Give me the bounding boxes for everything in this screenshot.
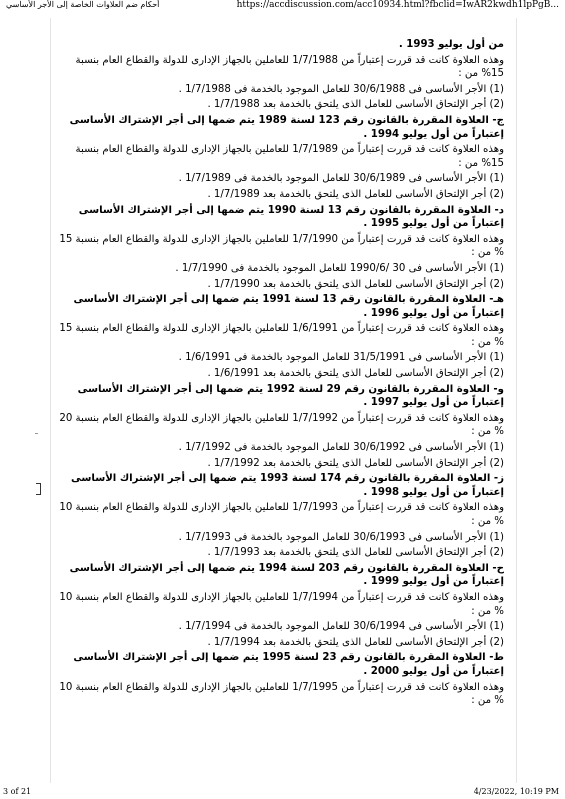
paragraph-line: وهذه العلاوة كانت قد قررت إعتباراً من 1/7/1993 للعاملين بالجهاز الإدارى للدولة والقطاع العام بنسبة 10 % من : xyxy=(59,502,504,527)
section-heading: د- العلاوة المقررة بالقانون رقم 13 لسنة 1990 يتم ضمها إلى أجر الإشتراك الأساسى إعتباراً من أول يوليو 1995 . xyxy=(78,204,504,230)
paragraph-line: وهذه العلاوة كانت قد قررت إعتباراً من 1/7/1990 للعاملين بالجهاز الإدارى للدولة والقطاع العام بنسبة 15 % من : xyxy=(59,233,504,259)
section-heading: ح- العلاوة المقررة بالقانون رقم 203 لسنة 1994 يتم ضمها إلى أجر الإشتراك الأساسى إعتباراً من أول يوليو 1999 . xyxy=(69,562,504,588)
page-number: 3 of 21 xyxy=(3,787,32,796)
paragraph-line: (1) الأجر الأساسى فى 30/6/1988 للعامل الموجود بالخدمة فى 1/7/1988 . xyxy=(178,83,504,95)
paragraph-line: (2) أجر الإلتحاق الأساسى للعامل الذى يلتحق بالخدمة بعد 1/6/1991 . xyxy=(207,368,504,380)
section-heading: ز- العلاوة المقررة بالقانون رقم 174 لسنة 1993 يتم ضمها إلى أجر الإشتراك الأساسى إعتباراً من أول يوليو 1998 . xyxy=(71,473,504,498)
paragraph-line: وهذه العلاوة كانت قد قررت إعتباراً من 1/7/1989 للعاملين بالجهاز الإدارى للدولة والقطاع العام بنسبة 15% من : xyxy=(75,144,504,169)
scroll-marker xyxy=(35,433,38,434)
paragraph-line: (2) أجر الإلتحاق الأساسى للعامل الذى يلتحق بالخدمة بعد 1/7/1993 . xyxy=(207,547,504,559)
print-datetime: 4/23/2022, 10:19 PM xyxy=(473,787,559,796)
paragraph-line: (1) الأجر الأساسى فى 31/5/1991 للعامل الموجود بالخدمة فى 1/6/1991 . xyxy=(178,352,504,364)
paragraph-line: (1) الأجر الأساسى فى 30 /1990/6 للعامل الموجود بالخدمة فى 1/7/1990 . xyxy=(175,262,504,274)
paragraph-line: وهذه العلاوة كانت قد قررت إعتباراً من 1/7/1995 للعاملين بالجهاز الإدارى للدولة والقطاع العام بنسبة 10 % من : xyxy=(59,681,504,707)
document-body xyxy=(57,38,504,710)
page-header-url[interactable]: https://accdiscussion.com/acc10934.html?fbclid=IwAR2kwdh1lpPgB... xyxy=(236,0,559,10)
paragraph-line: (2) أجر الإلتحاق الأساسى للعامل الذى يلتحق بالخدمة بعد 1/7/1994 . xyxy=(207,636,504,648)
paragraph-line: وهذه العلاوة كانت قد قررت إعتباراً من 1/6/1991 للعاملين بالجهاز الإدارى للدولة والقطاع العام بنسبة 15 % من : xyxy=(59,323,504,348)
section-heading: هـ- العلاوة المقررة بالقانون رقم 13 لسنة 1991 يتم ضمها إلى أجر الإشتراك الأساسى إعتباراً من أول يوليو 1996 . xyxy=(73,294,504,319)
section-heading: ط- العلاوة المقررة بالقانون رقم 23 لسنة 1995 يتم ضمها إلى أجر الإشتراك الأساسى إعتباراً من أول يوليو 2000 . xyxy=(73,652,504,677)
section-heading: ج- العلاوة المقررة بالقانون رقم 123 لسنة 1989 يتم ضمها إلى أجر الإشتراك الأساسى إعتباراً من أول يوليو 1994 . xyxy=(69,114,504,140)
scroll-handle[interactable] xyxy=(36,483,41,495)
section-heading: و- العلاوة المقررة بالقانون رقم 29 لسنة 1992 يتم ضمها إلى أجر الإشتراك الأساسى إعتباراً من أول يوليو 1997 . xyxy=(77,383,504,409)
paragraph-line: (2) أجر الإلتحاق الأساسى للعامل الذى يلتحق بالخدمة بعد 1/7/1988 . xyxy=(207,99,504,111)
paragraph-line: (2) أجر الإلتحاق الأساسى للعامل الذى يلتحق بالخدمة بعد 1/7/1992 . xyxy=(207,457,504,469)
paragraph-line: (1) الأجر الأساسى فى 30/6/1994 للعامل الموجود بالخدمة فى 1/7/1994 . xyxy=(178,621,504,633)
section-heading: من أول يوليو 1993 . xyxy=(398,39,504,50)
paragraph-line: وهذه العلاوة كانت قد قررت إعتباراً من 1/7/1988 للعاملين بالجهاز الإدارى للدولة والقطاع العام بنسبة 15% من : xyxy=(75,54,504,80)
paragraph-line: (1) الأجر الأساسى فى 30/6/1992 للعامل الموجود بالخدمة فى 1/7/1992 . xyxy=(178,442,504,454)
page-header-title: أحكام ضم العلاوات الخاصة إلى الأجر الأساسي xyxy=(6,0,160,9)
paragraph-line: (1) الأجر الأساسى فى 30/6/1993 للعامل الموجود بالخدمة فى 1/7/1993 . xyxy=(178,531,504,543)
paragraph-line: وهذه العلاوة كانت قد قررت إعتباراً من 1/7/1994 للعاملين بالجهاز الإدارى للدولة والقطاع العام بنسبة 10 % من : xyxy=(59,591,504,617)
paragraph-line: (2) أجر الإلتحاق الأساسى للعامل الذى يلتحق بالخدمة بعد 1/7/1989 . xyxy=(207,188,504,200)
paragraph-line: (2) أجر الإلتحاق الأساسى للعامل الذى يلتحق بالخدمة بعد 1/7/1990 . xyxy=(207,278,504,290)
paragraph-line: وهذه العلاوة كانت قد قررت إعتباراً من 1/7/1992 للعاملين بالجهاز الإدارى للدولة والقطاع العام بنسبة 20 % من : xyxy=(59,412,504,438)
paragraph-line: (1) الأجر الأساسى فى 30/6/1989 للعامل الموجود بالخدمة فى 1/7/1989 . xyxy=(178,173,504,185)
document-page xyxy=(50,18,517,783)
